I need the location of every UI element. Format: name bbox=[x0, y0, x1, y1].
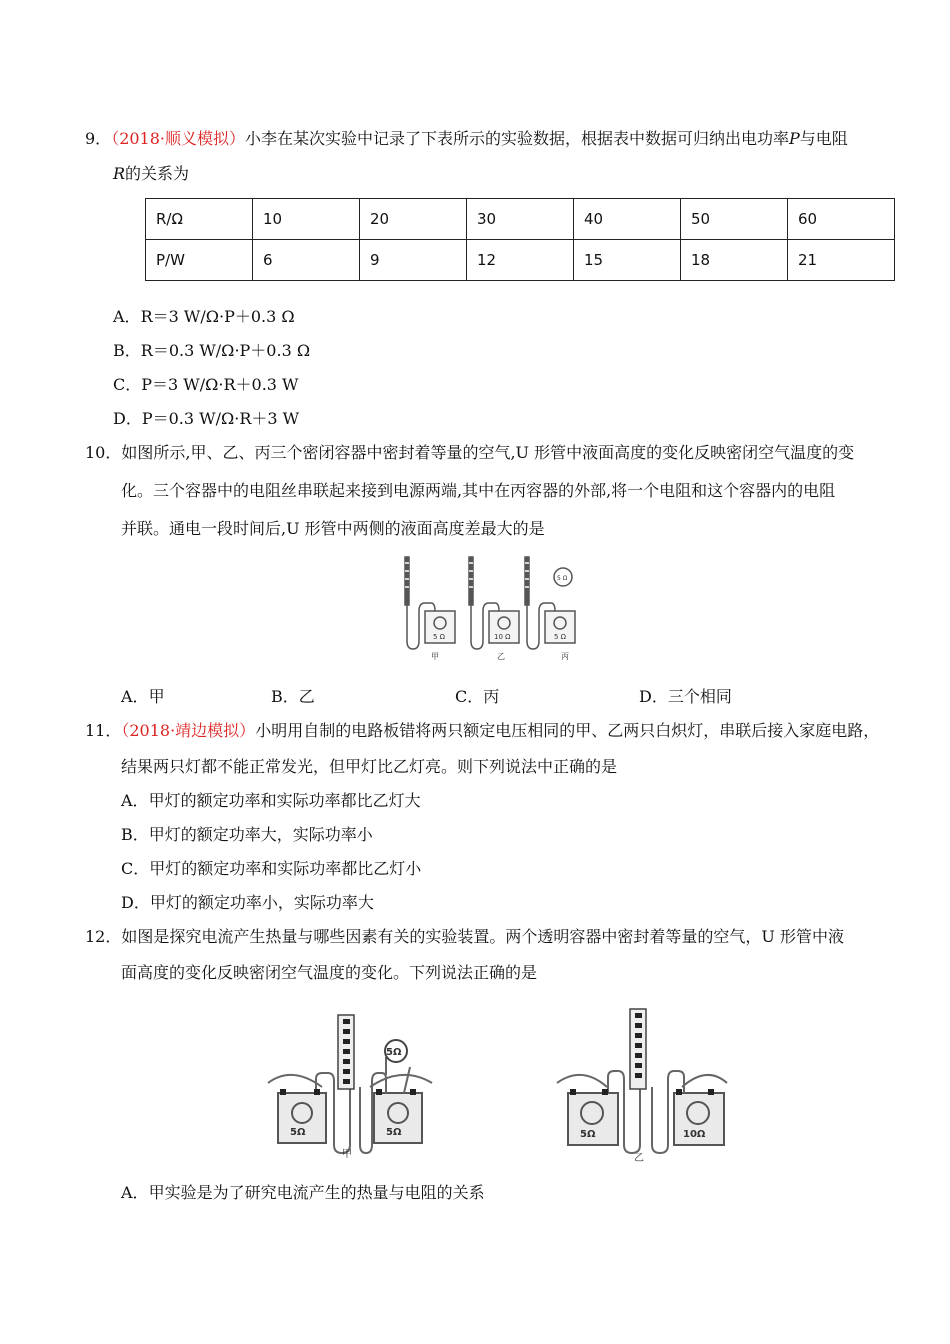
q10-outside-resistor: 5 Ω bbox=[557, 575, 568, 582]
option-label: D． bbox=[113, 409, 142, 428]
q9-text-b: 与电阻 bbox=[799, 129, 848, 148]
q11-option-b[interactable] bbox=[121, 824, 373, 846]
q10-option-c[interactable] bbox=[455, 686, 499, 708]
q9-stem-line1 bbox=[85, 128, 848, 150]
q12-stem-line1 bbox=[85, 926, 844, 948]
option-label: D． bbox=[639, 687, 668, 706]
q12-left-resistor-2: 5Ω bbox=[386, 1127, 402, 1138]
q9-stem-line2 bbox=[113, 163, 189, 185]
option-label: D． bbox=[121, 893, 150, 912]
q12-right-resistor-1: 5Ω bbox=[580, 1129, 596, 1140]
option-text: 丙 bbox=[483, 687, 500, 706]
table-cell: 20 bbox=[360, 199, 467, 240]
q10-option-d[interactable] bbox=[639, 686, 732, 708]
q11-number: 11． bbox=[85, 721, 122, 740]
option-text: 三个相同 bbox=[667, 687, 732, 706]
q9-option-a[interactable] bbox=[113, 306, 295, 328]
q12-stem-line2: 面高度的变化反映密闭空气温度的变化。下列说法正确的是 bbox=[121, 963, 538, 982]
table-cell: 10 bbox=[253, 199, 360, 240]
q12-left-label: 甲 bbox=[342, 1149, 352, 1160]
option-label: B． bbox=[121, 825, 149, 844]
q10-number: 10． bbox=[85, 443, 122, 462]
q10-option-a[interactable] bbox=[121, 686, 165, 708]
option-text: 甲灯的额定功率小，实际功率大 bbox=[149, 893, 374, 912]
q10-label-yi: 乙 bbox=[497, 652, 505, 661]
option-label: A． bbox=[121, 1183, 149, 1202]
option-text: 甲灯的额定功率和实际功率都比乙灯大 bbox=[148, 791, 421, 810]
q9-text-c: 的关系为 bbox=[125, 164, 190, 183]
q11-line1: 小明用自制的电路板错将两只额定电压相同的甲、乙两只白炽灯，串联后接入家庭电路， bbox=[255, 721, 880, 740]
q12-left-outside-resistor: 5Ω bbox=[386, 1047, 402, 1058]
option-text: R＝0.3 W/Ω·P＋0.3 Ω bbox=[140, 341, 311, 360]
table-cell: 15 bbox=[574, 240, 681, 281]
option-text: R＝3 W/Ω·P＋0.3 Ω bbox=[140, 307, 295, 326]
q10-stem-line1 bbox=[85, 442, 854, 464]
q11-stem-line1 bbox=[85, 720, 879, 742]
q9-text-a: 小李在某次实验中记录了下表所示的实验数据，根据表中数据可归纳出电功率 bbox=[245, 129, 790, 148]
q10-label-jia: 甲 bbox=[431, 652, 439, 661]
option-label: B． bbox=[113, 341, 141, 360]
table-row bbox=[146, 240, 895, 281]
q9-var-p: P bbox=[789, 129, 800, 148]
q12-number: 12． bbox=[85, 927, 122, 946]
q10-resistor-2: 10 Ω bbox=[494, 633, 511, 641]
q12-figure bbox=[262, 1005, 732, 1167]
q10-resistor-3: 5 Ω bbox=[554, 633, 567, 641]
option-text: 甲 bbox=[148, 687, 165, 706]
q12-option-a[interactable] bbox=[121, 1182, 485, 1204]
table-cell: 40 bbox=[574, 199, 681, 240]
q12-right-label: 乙 bbox=[634, 1153, 644, 1164]
q10-label-bing: 丙 bbox=[561, 652, 569, 661]
option-text: 甲灯的额定功率和实际功率都比乙灯小 bbox=[149, 859, 422, 878]
q10-figure bbox=[395, 553, 595, 665]
q12-right-resistor-2: 10Ω bbox=[683, 1129, 706, 1140]
table-cell: 21 bbox=[788, 240, 895, 281]
option-label: B． bbox=[271, 687, 299, 706]
q10-resistor-1: 5 Ω bbox=[433, 633, 446, 641]
table-cell: 12 bbox=[467, 240, 574, 281]
q9-source: （2018·顺义模拟） bbox=[111, 129, 245, 148]
q9-option-b[interactable] bbox=[113, 340, 310, 362]
table-cell: 50 bbox=[681, 199, 788, 240]
table-cell: 9 bbox=[360, 240, 467, 281]
option-text: P＝0.3 W/Ω·R＋3 W bbox=[141, 409, 300, 428]
option-text: 甲实验是为了研究电流产生的热量与电阻的关系 bbox=[148, 1183, 485, 1202]
option-label: C． bbox=[113, 375, 142, 394]
option-label: A． bbox=[121, 687, 149, 706]
option-text: P＝3 W/Ω·R＋0.3 W bbox=[141, 375, 299, 394]
q9-data-table bbox=[145, 198, 895, 281]
table-cell: 60 bbox=[788, 199, 895, 240]
option-label: A． bbox=[121, 791, 149, 810]
table-header-cell: R/Ω bbox=[146, 199, 253, 240]
table-cell: 30 bbox=[467, 199, 574, 240]
q10-option-b[interactable] bbox=[271, 686, 315, 708]
option-label: C． bbox=[455, 687, 484, 706]
q11-option-c[interactable] bbox=[121, 858, 421, 880]
q12-line1: 如图是探究电流产生热量与哪些因素有关的实验装置。两个透明容器中密封着等量的空气，U 形管中液 bbox=[121, 927, 844, 946]
q11-stem-line2: 结果两只灯都不能正常发光，但甲灯比乙灯亮。则下列说法中正确的是 bbox=[121, 757, 618, 776]
option-text: 乙 bbox=[298, 687, 315, 706]
q11-option-a[interactable] bbox=[121, 790, 421, 812]
table-row bbox=[146, 199, 895, 240]
option-label: A． bbox=[113, 307, 141, 326]
q10-stem-line2: 化。三个容器中的电阻丝串联起来接到电源两端,其中在丙容器的外部,将一个电阻和这个容器内的电阻 bbox=[121, 481, 836, 500]
q11-option-d[interactable] bbox=[121, 892, 374, 914]
q10-stem-line3: 并联。通电一段时间后,U 形管中两侧的液面高度差最大的是 bbox=[121, 519, 545, 538]
q10-line1: 如图所示,甲、乙、丙三个密闭容器中密封着等量的空气,U 形管中液面高度的变化反映密闭空气温度的变 bbox=[121, 443, 855, 462]
q12-left-resistor-1: 5Ω bbox=[290, 1127, 306, 1138]
q9-option-c[interactable] bbox=[113, 374, 299, 396]
q9-option-d[interactable] bbox=[113, 408, 299, 430]
q9-number: 9． bbox=[85, 129, 112, 148]
table-cell: 18 bbox=[681, 240, 788, 281]
table-cell: 6 bbox=[253, 240, 360, 281]
q9-var-r: R bbox=[113, 164, 126, 183]
q11-source: （2018·靖边模拟） bbox=[121, 721, 256, 740]
option-label: C． bbox=[121, 859, 150, 878]
table-header-cell: P/W bbox=[146, 240, 253, 281]
option-text: 甲灯的额定功率大，实际功率小 bbox=[148, 825, 373, 844]
